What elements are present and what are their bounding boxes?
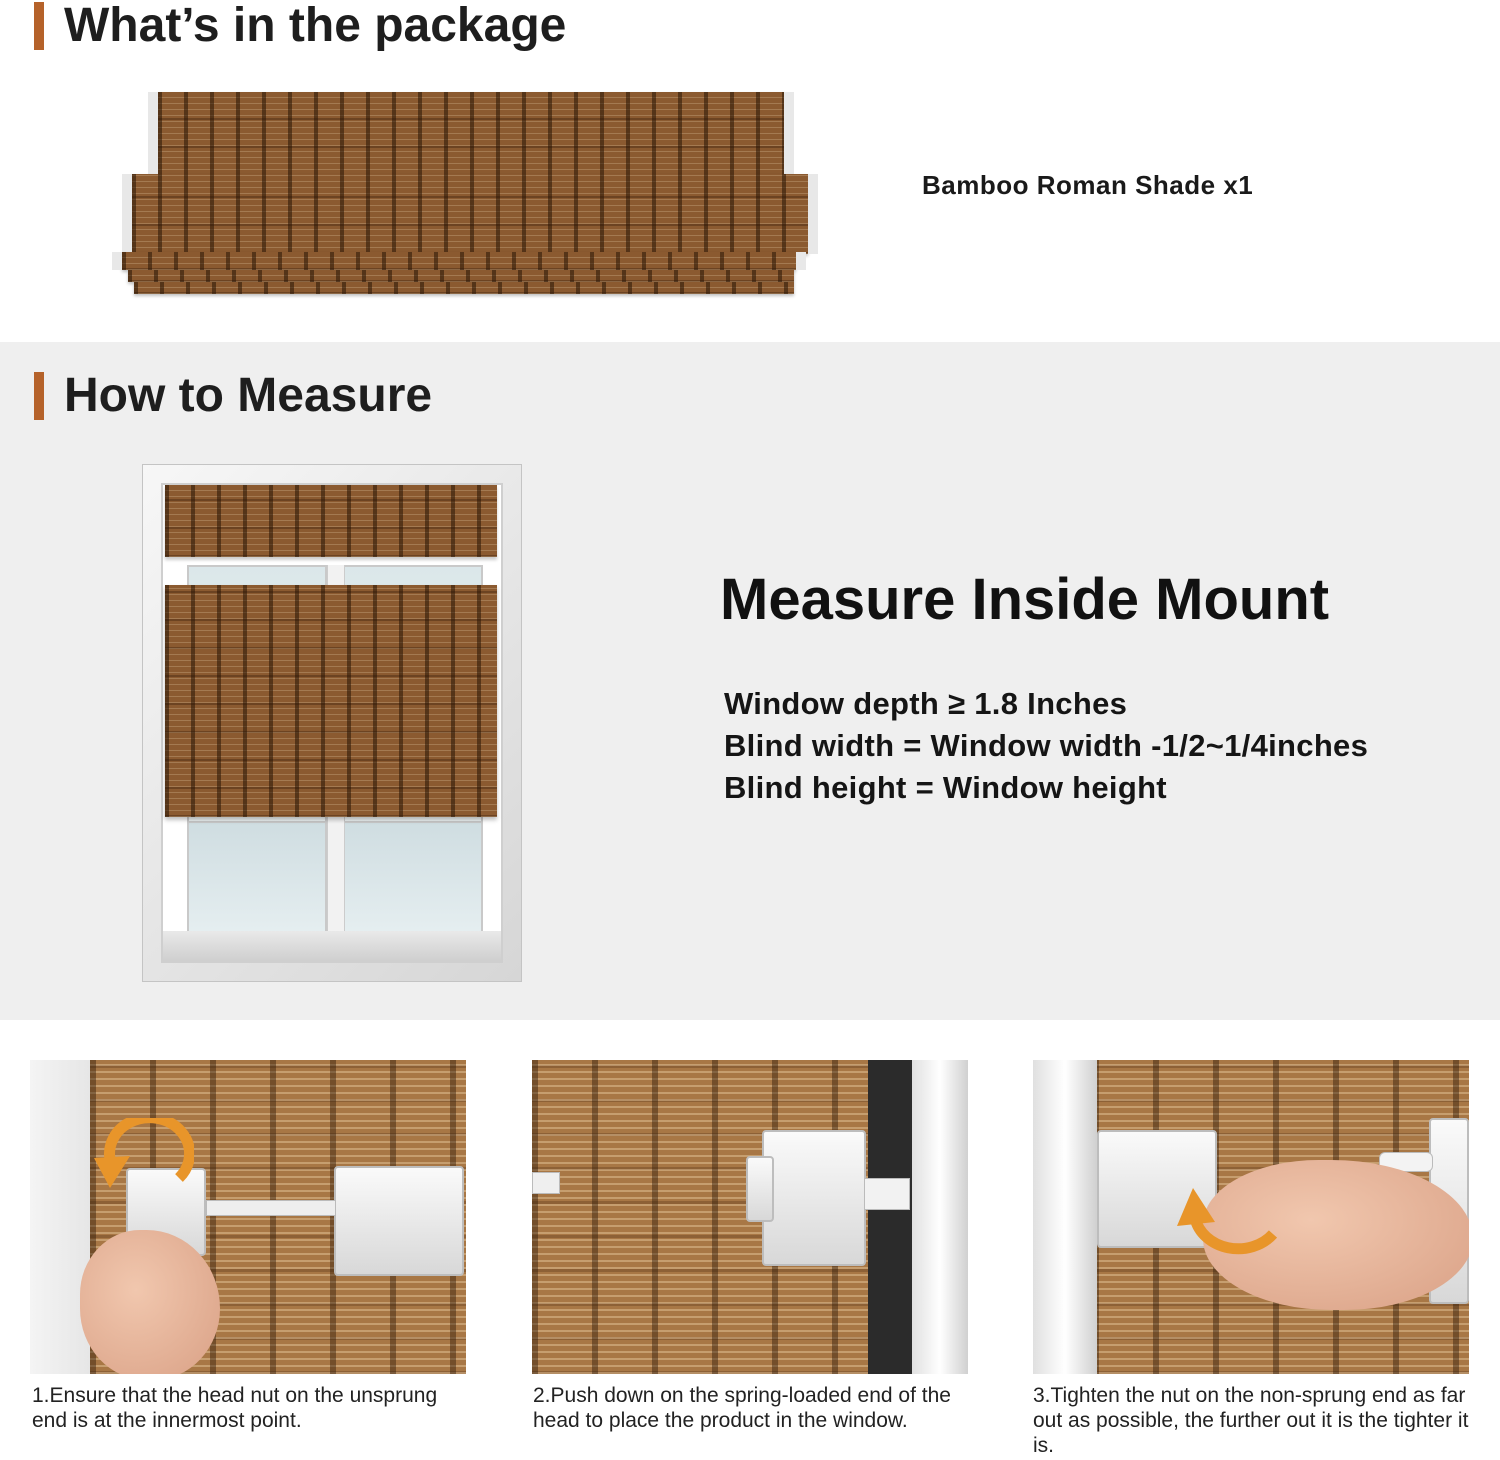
window-diagram	[142, 464, 522, 982]
shade-panel	[165, 585, 497, 817]
package-section-title: What’s in the package	[34, 2, 566, 50]
measure-line-depth: Window depth ≥ 1.8 Inches	[724, 686, 1128, 721]
shade-valance	[165, 485, 497, 557]
step-3-caption: 3.Tighten the nut on the non-sprung end as far out as possible, the further out it is the tighter it is.	[1033, 1384, 1469, 1457]
folded-roman-shade-image	[110, 88, 820, 300]
measure-heading: Measure Inside Mount	[720, 567, 1330, 632]
rotate-arrow-icon	[84, 1118, 194, 1208]
rotate-arrow-icon	[1165, 1172, 1285, 1272]
step-2-caption: 2.Push down on the spring-loaded end of the head to place the product in the window.	[533, 1384, 951, 1432]
measure-line-width: Blind width = Window width -1/2~1/4inches	[724, 728, 1369, 763]
package-item-label: Bamboo Roman Shade x1	[922, 170, 1254, 200]
step-1-caption: 1.Ensure that the head nut on the unsprung end is at the innermost point.	[32, 1384, 438, 1432]
measure-line-height: Blind height = Window height	[724, 770, 1167, 805]
step-2-photo	[532, 1060, 968, 1374]
step-1-photo	[30, 1060, 466, 1374]
measure-section-title: How to Measure	[34, 372, 432, 420]
step-3-photo	[1033, 1060, 1469, 1374]
